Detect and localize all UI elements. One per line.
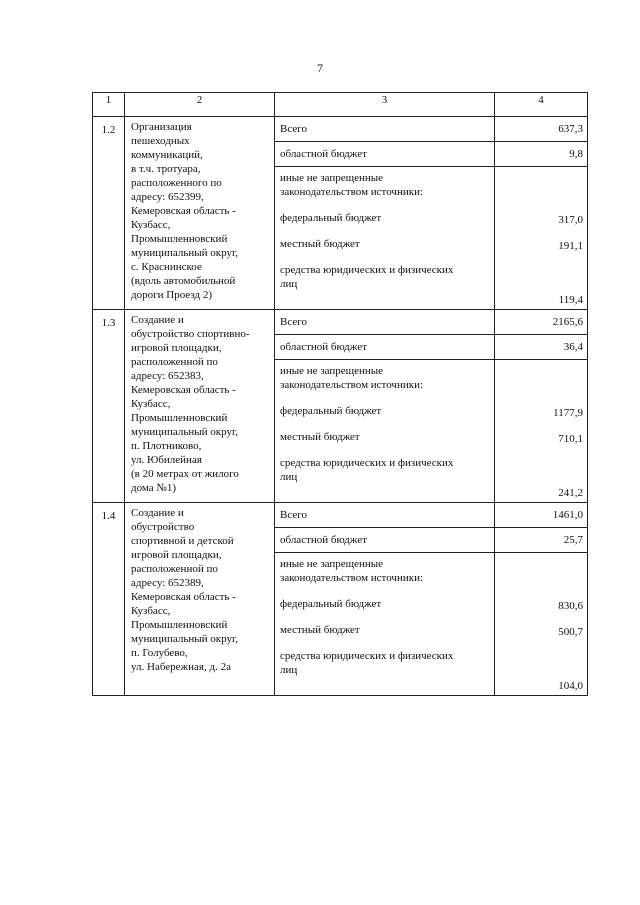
row-description: Организация пешеходных коммуникаций, в т.ч. тротуара, расположенного по адресу: 652399, Кемеровская область - Кузбасс, Промышленновский муниципальный округ, с. Краснинское (вдоль автомобильной дороги Проезд 2) xyxy=(125,117,275,310)
row-number: 1.3 xyxy=(93,310,125,503)
funding-sources xyxy=(275,117,495,310)
other-sources-block xyxy=(275,553,494,677)
other-sources-label: иные не запрещенные законодательством источники: xyxy=(280,365,424,391)
total-amount: 2165,6 xyxy=(495,310,587,335)
funding-amounts xyxy=(495,310,588,503)
regional-amount: 9,8 xyxy=(495,142,587,167)
regional-label: областной бюджет xyxy=(275,335,494,360)
legal-amount: 119,4 xyxy=(558,294,583,306)
legal-amount: 104,0 xyxy=(558,680,583,692)
local-amount: 710,1 xyxy=(558,433,583,445)
federal-amount: 317,0 xyxy=(558,214,583,226)
total-label: Всего xyxy=(275,310,494,335)
local-label: местный бюджет xyxy=(280,624,360,636)
regional-label: областной бюджет xyxy=(275,528,494,553)
header-cell-2: 2 xyxy=(125,93,275,117)
row-number: 1.2 xyxy=(93,117,125,310)
funding-amounts xyxy=(495,117,588,310)
row-description: Создание и обустройство спортивной и детской игровой площадки, расположенной по адресу: 652389, Кемеровская область - Кузбасс, Промышленновский муниципальный округ, п. Голубево, ул. Набережная, д. 2а xyxy=(125,503,275,696)
total-label: Всего xyxy=(275,117,494,142)
regional-label: областной бюджет xyxy=(275,142,494,167)
local-label: местный бюджет xyxy=(280,431,360,443)
other-amounts xyxy=(495,360,587,500)
regional-amount: 36,4 xyxy=(495,335,587,360)
legal-label: средства юридических и физических лиц xyxy=(280,264,454,290)
header-cell-3: 3 xyxy=(275,93,495,117)
regional-amount: 25,7 xyxy=(495,528,587,553)
funding-amounts xyxy=(495,503,588,696)
federal-label: федеральный бюджет xyxy=(280,598,382,610)
total-amount: 1461,0 xyxy=(495,503,587,528)
table-header-row xyxy=(93,93,588,117)
table-row xyxy=(93,310,588,503)
local-amount: 191,1 xyxy=(558,240,583,252)
local-label: местный бюджет xyxy=(280,238,360,250)
federal-amount: 830,6 xyxy=(558,600,583,612)
total-label: Всего xyxy=(275,503,494,528)
funding-sources xyxy=(275,503,495,696)
local-amount: 500,7 xyxy=(558,626,583,638)
legal-label: средства юридических и физических лиц xyxy=(280,650,454,676)
other-sources-block xyxy=(275,167,494,291)
page-number: 7 xyxy=(317,61,323,75)
funding-table xyxy=(92,92,588,696)
total-amount: 637,3 xyxy=(495,117,587,142)
header-cell-1: 1 xyxy=(93,93,125,117)
table-row xyxy=(93,117,588,310)
row-description: Создание и обустройство спортивно- игровой площадки, расположенной по адресу: 652383, Кемеровская область - Кузбасс, Промышленновский муниципальный округ, п. Плотниково, ул. Юбилейная (в 20 метрах от жилого дома №1) xyxy=(125,310,275,503)
other-amounts xyxy=(495,553,587,693)
funding-sources xyxy=(275,310,495,503)
federal-label: федеральный бюджет xyxy=(280,405,382,417)
federal-label: федеральный бюджет xyxy=(280,212,382,224)
header-cell-4: 4 xyxy=(495,93,588,117)
table-row xyxy=(93,503,588,696)
other-sources-block xyxy=(275,360,494,484)
other-amounts xyxy=(495,167,587,307)
other-sources-label: иные не запрещенные законодательством источники: xyxy=(280,558,424,584)
legal-label: средства юридических и физических лиц xyxy=(280,457,454,483)
federal-amount: 1177,9 xyxy=(553,407,583,419)
other-sources-label: иные не запрещенные законодательством источники: xyxy=(280,172,424,198)
row-number: 1.4 xyxy=(93,503,125,696)
legal-amount: 241,2 xyxy=(558,487,583,499)
